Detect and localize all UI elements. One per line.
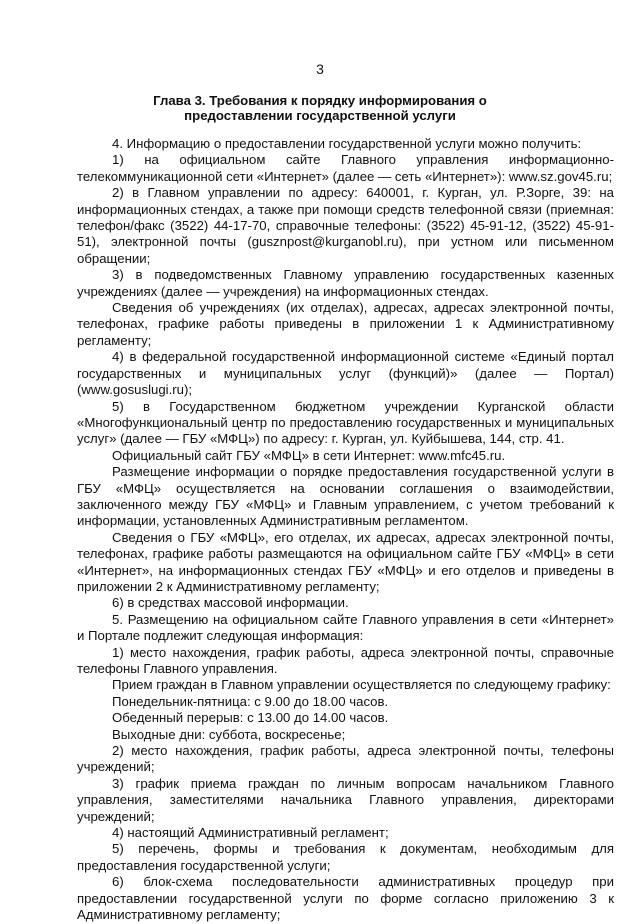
paragraph: 5) в Государственном бюджетном учреждении Курганской области «Многофункциональный центр по предоставлению государственных и муниципальных услуг» (далее — ГБУ «МФЦ») по адресу: г. Курган, ул. Куйбышева, 144, стр. 41. bbox=[77, 398, 614, 447]
paragraph: 1) место нахождения, график работы, адреса электронной почты, справочные телефоны Главного управления. bbox=[77, 644, 614, 676]
paragraph: 4) в федеральной государственной информационной системе «Единый портал государственных и муниципальных услуг (функций)» (далее — Портал) (www.gosuslugi.ru); bbox=[77, 349, 614, 398]
paragraph: 4) настоящий Административный регламент; bbox=[112, 825, 389, 841]
body-text bbox=[77, 136, 614, 924]
paragraph: Размещение информации о порядке предоставления государственной услуги в ГБУ «МФЦ» осуществляется на основании соглашения о взаимодействии, заключенного между ГБУ «МФЦ» и Главным управлением, с учетом требований к информации, установленных Административным регламентом. bbox=[77, 464, 614, 529]
paragraph: Прием граждан в Главном управлении осуществляется по следующему графику: bbox=[112, 677, 611, 693]
page-number: 3 bbox=[316, 61, 324, 77]
paragraph: 1) на официальном сайте Главного управления информационно-телекоммуникационной сети «Интернет» (далее — сеть «Интернет»): www.sz.gov45.ru; bbox=[77, 152, 614, 184]
paragraph: Официальный сайт ГБУ «МФЦ» в сети Интернет: www.mfc45.ru. bbox=[112, 447, 506, 463]
paragraph: 5. Размещению на официальном сайте Главного управления в сети «Интернет» и Портале подлежит следующая информация: bbox=[77, 611, 614, 644]
paragraph: 2) в Главном управлении по адресу: 640001, г. Курган, ул. Р.Зорге, 39: на информационных стендах, а также при помощи средств телефонной связи (приемная: телефон/факс (3522) 44-17-70, справочные телефоны: (3522) 45-91-12, (3522) 45-91-51), электронной почты (gusznpost@kurganobl.ru), при устном или письменном обращении; bbox=[77, 185, 614, 266]
paragraph: 3) график приема граждан по личным вопросам начальником Главного управления, заместителями начальника Главного управления, директорами учреждений; bbox=[77, 775, 614, 824]
paragraph: 5) перечень, формы и требования к документам, необходимым для предоставления государственной услуги; bbox=[77, 841, 614, 873]
paragraph: 6) блок-схема последовательности административных процедур при предоставлении государственной услуги по форме согласно приложению 3 к Административному регламенту; bbox=[77, 874, 614, 923]
paragraph: 6) в средствах массовой информации. bbox=[112, 595, 349, 611]
paragraph: 3) в подведомственных Главному управлению государственных казенных учреждениях (далее — учреждения) на информационных стендах. bbox=[77, 267, 614, 299]
paragraph: Обеденный перерыв: с 13.00 до 14.00 часов. bbox=[112, 710, 389, 726]
paragraph: 4. Информацию о предоставлении государственной услуги можно получить: bbox=[112, 136, 582, 151]
chapter-title: Глава 3. Требования к порядку информирования о предоставлении государственной услуги bbox=[153, 93, 487, 123]
paragraph: Сведения о ГБУ «МФЦ», его отделах, их адресах, адресах электронной почты, телефонах, графике работы размещаются на официальном сайте ГБУ «МФЦ» в сети «Интернет», на информационных стендах ГБУ «МФЦ» и его отделов и приведены в приложении 2 к Административному регламенту; bbox=[77, 529, 614, 594]
paragraph: Понедельник-пятница: с 9.00 до 18.00 часов. bbox=[112, 693, 389, 709]
paragraph: Выходные дни: суббота, воскресенье; bbox=[112, 726, 346, 742]
paragraph: Сведения об учреждениях (их отделах), адресах, адресах электронной почты, телефонах, графике работы приведены в приложении 1 к Административному регламенту; bbox=[77, 300, 614, 348]
paragraph: 2) место нахождения, график работы, адреса электронной почты, телефоны учреждений; bbox=[77, 743, 614, 775]
